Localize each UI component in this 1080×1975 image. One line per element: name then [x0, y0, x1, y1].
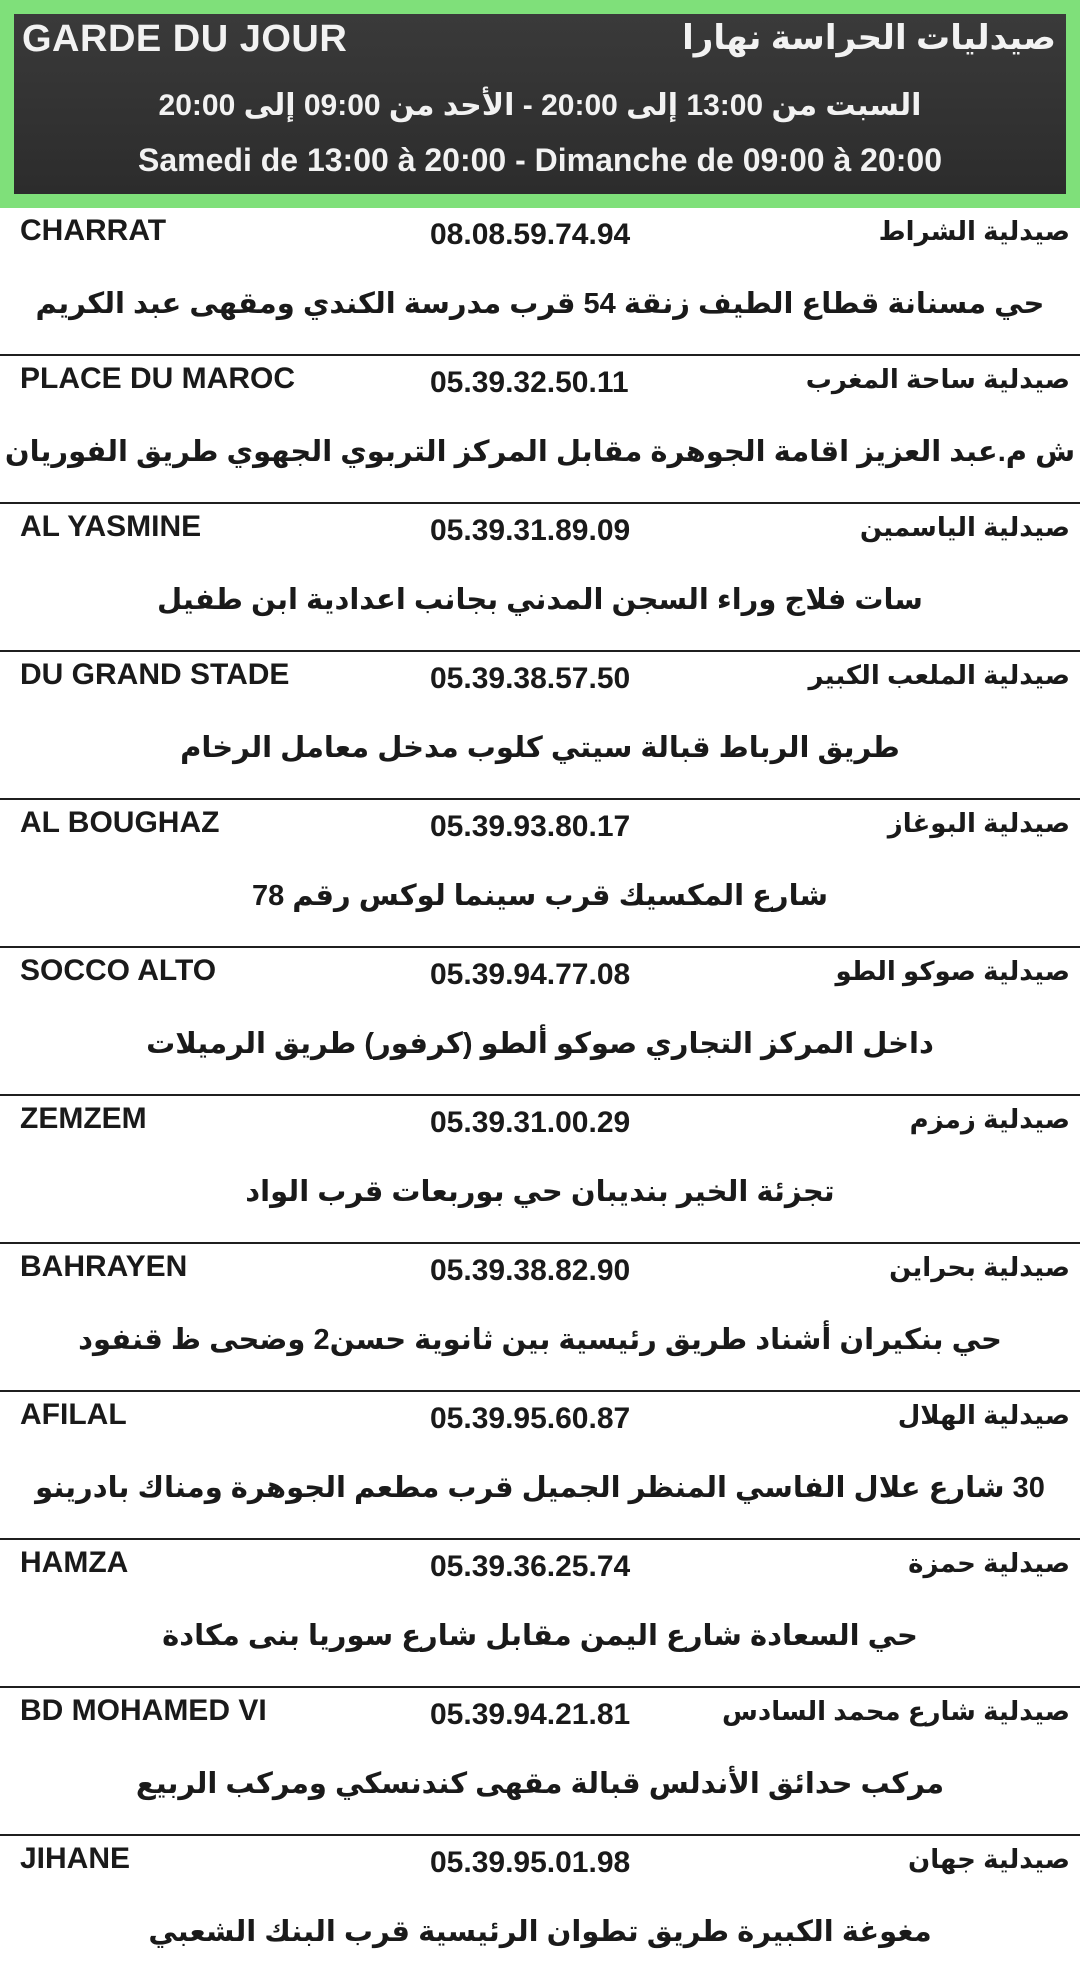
pharmacy-entry	[0, 1244, 1080, 1392]
header-panel	[14, 14, 1066, 194]
pharmacy-name-fr: BD MOHAMED VI	[20, 1694, 267, 1727]
pharmacy-phone: 05.39.38.57.50	[430, 662, 631, 695]
pharmacy-name-fr: AL BOUGHAZ	[20, 806, 220, 839]
header-hours-fr: Samedi de 13:00 à 20:00 - Dimanche de 09:00 à 20:00	[138, 142, 942, 178]
pharmacy-name-fr: AL YASMINE	[20, 510, 202, 543]
pharmacy-phone: 05.39.31.89.09	[430, 514, 631, 547]
pharmacy-name-ar: صيدلية البوغاز	[887, 808, 1070, 838]
pharmacy-phone: 05.39.95.01.98	[430, 1846, 631, 1879]
pharmacy-entry	[0, 652, 1080, 800]
header-banner	[0, 0, 1080, 208]
pharmacy-entry	[0, 356, 1080, 504]
pharmacy-entry	[0, 948, 1080, 1096]
pharmacy-phone: 08.08.59.74.94	[430, 218, 631, 251]
pharmacy-name-fr: CHARRAT	[20, 214, 167, 247]
pharmacy-address: حي بنكيران أشناد طريق رئيسية بين ثانوية حسن2 وضحى ظ قنفود	[78, 1324, 1002, 1356]
pharmacy-name-fr: SOCCO ALTO	[20, 954, 217, 987]
pharmacy-address: مغوغة الكبيرة طريق تطوان الرئيسية قرب البنك الشعبي	[148, 1916, 932, 1948]
pharmacy-phone: 05.39.38.82.90	[430, 1254, 631, 1287]
pharmacy-name-ar: صيدلية الشراط	[878, 216, 1070, 246]
pharmacy-name-ar: صيدلية زمزم	[909, 1104, 1070, 1134]
pharmacy-address: شارع المكسيك قرب سينما لوكس رقم 78	[251, 880, 829, 912]
pharmacy-name-ar: صيدلية ساحة المغرب	[805, 364, 1070, 394]
pharmacy-address: مركب حدائق الأندلس قبالة مقهى كندنسكي ومركب الربيع	[135, 1768, 945, 1800]
pharmacy-name-fr: AFILAL	[20, 1398, 127, 1431]
pharmacy-entry	[0, 1096, 1080, 1244]
pharmacy-phone: 05.39.32.50.11	[430, 366, 629, 399]
header-title-ar: صيدليات الحراسة نهارا	[682, 19, 1056, 57]
pharmacy-name-ar: صيدلية الملعب الكبير	[808, 660, 1070, 690]
header-title-fr: GARDE DU JOUR	[22, 18, 348, 60]
pharmacy-name-fr: JIHANE	[20, 1842, 131, 1875]
pharmacy-entry	[0, 1540, 1080, 1688]
pharmacy-address: سات فلاج وراء السجن المدني بجانب اعدادية ابن طفيل	[157, 584, 923, 616]
pharmacy-name-fr: BAHRAYEN	[20, 1250, 188, 1283]
pharmacy-phone: 05.39.93.80.17	[430, 810, 631, 843]
pharmacy-entry	[0, 208, 1080, 356]
pharmacy-list	[0, 208, 1080, 1975]
pharmacy-phone: 05.39.31.00.29	[430, 1106, 631, 1139]
pharmacy-name-ar: صيدلية الياسمين	[859, 512, 1070, 542]
pharmacy-entry	[0, 800, 1080, 948]
pharmacy-address: حي مسنانة قطاع الطيف زنقة 54 قرب مدرسة الكندي ومقهى عبد الكريم	[35, 288, 1045, 320]
pharmacy-name-ar: صيدلية الهلال	[897, 1400, 1070, 1430]
pharmacy-address: طريق الرباط قبالة سيتي كلوب مدخل معامل الرخام	[180, 732, 900, 764]
header-hours-ar: السبت من 13:00 إلى 20:00 - الأحد من 09:00 إلى 20:00	[158, 89, 922, 122]
pharmacy-entry	[0, 1836, 1080, 1975]
pharmacy-entry	[0, 1688, 1080, 1836]
pharmacy-address: 30 شارع علال الفاسي المنظر الجميل قرب مطعم الجوهرة ومناك بادرينو	[35, 1472, 1045, 1504]
pharmacy-phone: 05.39.36.25.74	[430, 1550, 631, 1583]
pharmacy-name-fr: DU GRAND STADE	[20, 658, 290, 691]
pharmacy-phone: 05.39.94.21.81	[430, 1698, 631, 1731]
pharmacy-phone: 05.39.94.77.08	[430, 958, 631, 991]
pharmacy-address: داخل المركز التجاري صوكو ألطو (كرفور) طريق الرميلات	[146, 1028, 934, 1060]
pharmacy-phone: 05.39.95.60.87	[430, 1402, 631, 1435]
pharmacy-name-fr: ZEMZEM	[20, 1102, 147, 1135]
pharmacy-name-ar: صيدلية جهان	[908, 1844, 1070, 1874]
pharmacy-name-ar: صيدلية حمزة	[908, 1548, 1070, 1578]
pharmacy-entry	[0, 504, 1080, 652]
pharmacy-name-ar: صيدلية شارع محمد السادس	[721, 1696, 1070, 1726]
pharmacy-name-ar: صيدلية صوكو الطو	[835, 956, 1070, 986]
pharmacy-entry	[0, 1392, 1080, 1540]
pharmacy-address: حي السعادة شارع اليمن مقابل شارع سوريا بنى مكادة	[162, 1620, 918, 1652]
pharmacy-name-ar: صيدلية بحراين	[889, 1252, 1070, 1282]
pharmacy-address: ش م.عبد العزيز اقامة الجوهرة مقابل المركز التربوي الجهوي طريق الفوريان	[4, 436, 1076, 468]
pharmacy-name-fr: HAMZA	[20, 1546, 129, 1579]
pharmacy-address: تجزئة الخير بنديبان حي بوربعات قرب الواد	[245, 1176, 835, 1208]
pharmacy-name-fr: PLACE DU MAROC	[20, 362, 295, 395]
